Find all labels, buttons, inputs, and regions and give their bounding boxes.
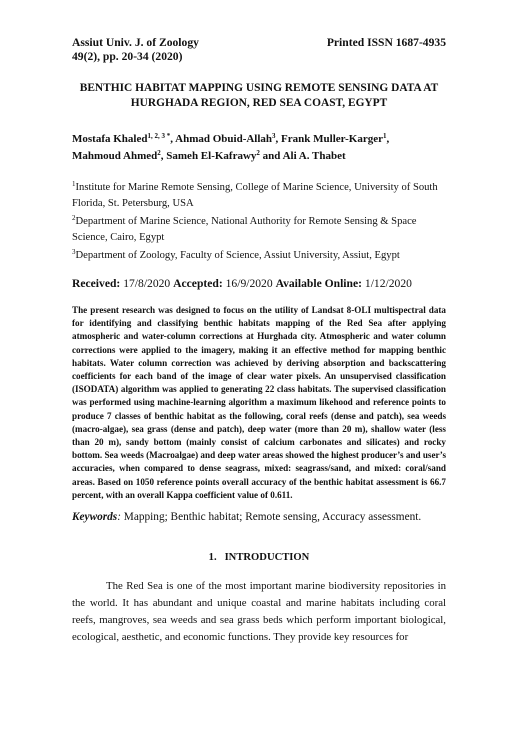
affiliation-text: Department of Marine Science, National Authority for Remote Sensing & Space Science, Cairo, Egypt xyxy=(72,216,417,243)
author-name: Ahmad Obuid-Allah xyxy=(175,133,273,145)
affiliation-text: Institute for Marine Remote Sensing, College of Marine Science, University of South Florida, St. Petersburg, USA xyxy=(72,182,438,209)
paper-page xyxy=(72,36,446,646)
author-name: Ali A. Thabet xyxy=(282,150,346,162)
author-affil-marker: 3 xyxy=(272,132,276,140)
abstract: The present research was designed to focus on the utility of Landsat 8-OLI multispectral data for identifying and classifying benthic habitats mapping of the Red Sea after applying atmospheric and water-column corrections at Hurghada city. Atmospheric and water column corrections were applied to the imagery, making it an effective method for mapping benthic habitats. Water column correction was achieved by deriving absorption and backscattering coefficients for each band of the image of clear water pixels. An unsupervised classification (ISODATA) algorithm was applied to generating 22 class habitats. The supervised classification was performed using machine-learning algorithm a maximum likehood and reference points to produce 7 classes of benthic habitat as the following, coral reefs (dense and patch), sea weeds (macro-algae), sea grass (dense and patch), deep water (more than 20 m), shallow water (less than 20 m), sandy bottom (mainly consist of calcium carbonates and silicates) and rocky bottom. Sea weeds (Macroalgae) and deep water areas showed the highest producer’s and user’s accuracies, when compared to dense seagrass, mixed: seagrass/sand, and mixed: coral/sand areas. Based on 1050 reference points overall accuracy of the benthic habitat assessment is 66.7 percent, with an overall Kappa coefficient value of 0.611. xyxy=(72,305,446,500)
issn: Printed ISSN 1687-4935 xyxy=(326,36,446,49)
affiliation-number: 1 xyxy=(72,180,76,188)
author xyxy=(175,133,281,145)
author-name: Mahmoud Ahmed xyxy=(72,150,158,162)
affiliation-text: Department of Zoology, Faculty of Science, Assiut University, Assiut, Egypt xyxy=(75,250,400,261)
author-name: Sameh El-Kafrawy xyxy=(166,150,257,162)
author-affil-marker: 1 xyxy=(382,132,387,140)
author-affil-marker: 2 xyxy=(157,149,161,157)
received-label: Received: xyxy=(72,277,121,290)
author-affil-marker: 2 xyxy=(256,149,260,157)
received-date: 17/8/2020 xyxy=(123,277,171,290)
keywords-text: Mapping; Benthic habitat; Remote sensing, Accuracy assessment. xyxy=(123,511,422,524)
author-separator: , xyxy=(275,133,282,145)
keywords-label: Keywords xyxy=(72,511,118,524)
affiliation-list xyxy=(72,180,446,264)
volume-info: 49(2), pp. 20-34 (2020) xyxy=(72,50,183,63)
journal-header xyxy=(72,36,446,50)
author-name: Mostafa Khaled xyxy=(72,133,148,145)
author xyxy=(281,133,389,145)
author-separator: and xyxy=(259,150,283,162)
affiliation xyxy=(72,248,446,264)
affiliation xyxy=(72,180,446,212)
journal-name: Assiut Univ. J. of Zoology xyxy=(72,36,199,49)
accepted-label: Accepted: xyxy=(173,277,223,290)
publication-dates xyxy=(72,276,446,291)
author-affil-marker: 1, 2, 3 * xyxy=(147,132,171,140)
online-date: 1/12/2020 xyxy=(364,277,412,290)
author xyxy=(166,150,282,162)
keywords: Keywords: Mapping; Benthic habitat; Remote sensing, Accuracy assessment. xyxy=(72,511,422,524)
affiliation-number: 2 xyxy=(72,214,76,222)
paper-title: BENTHIC HABITAT MAPPING USING REMOTE SENSING DATA AT HURGHADA REGION, RED SEA COAST, EGYPT xyxy=(79,82,439,109)
accepted-date: 16/9/2020 xyxy=(225,277,273,290)
author xyxy=(72,150,166,162)
author xyxy=(72,133,175,145)
intro-paragraph: The Red Sea is one of the most important marine biodiversity repositories in the world. It has abundant and unique coastal and marine habitats including coral reefs, mangroves, sea weeds and sea grass beds which perform important biological, ecological, aesthetic, and economic functions. They provide key resources for xyxy=(72,580,446,644)
online-label: Available Online: xyxy=(275,277,362,290)
author-separator: , xyxy=(170,133,176,145)
author-separator: , xyxy=(386,133,390,145)
affiliation xyxy=(72,214,446,246)
section-title: INTRODUCTION xyxy=(224,552,310,564)
author-separator: , xyxy=(160,150,167,162)
affiliation-number: 3 xyxy=(72,248,76,256)
section-heading xyxy=(72,551,446,565)
author-list xyxy=(72,131,446,165)
author-name: Frank Muller-Karger xyxy=(281,133,383,145)
author xyxy=(283,150,346,162)
section-number: 1. xyxy=(208,552,217,564)
